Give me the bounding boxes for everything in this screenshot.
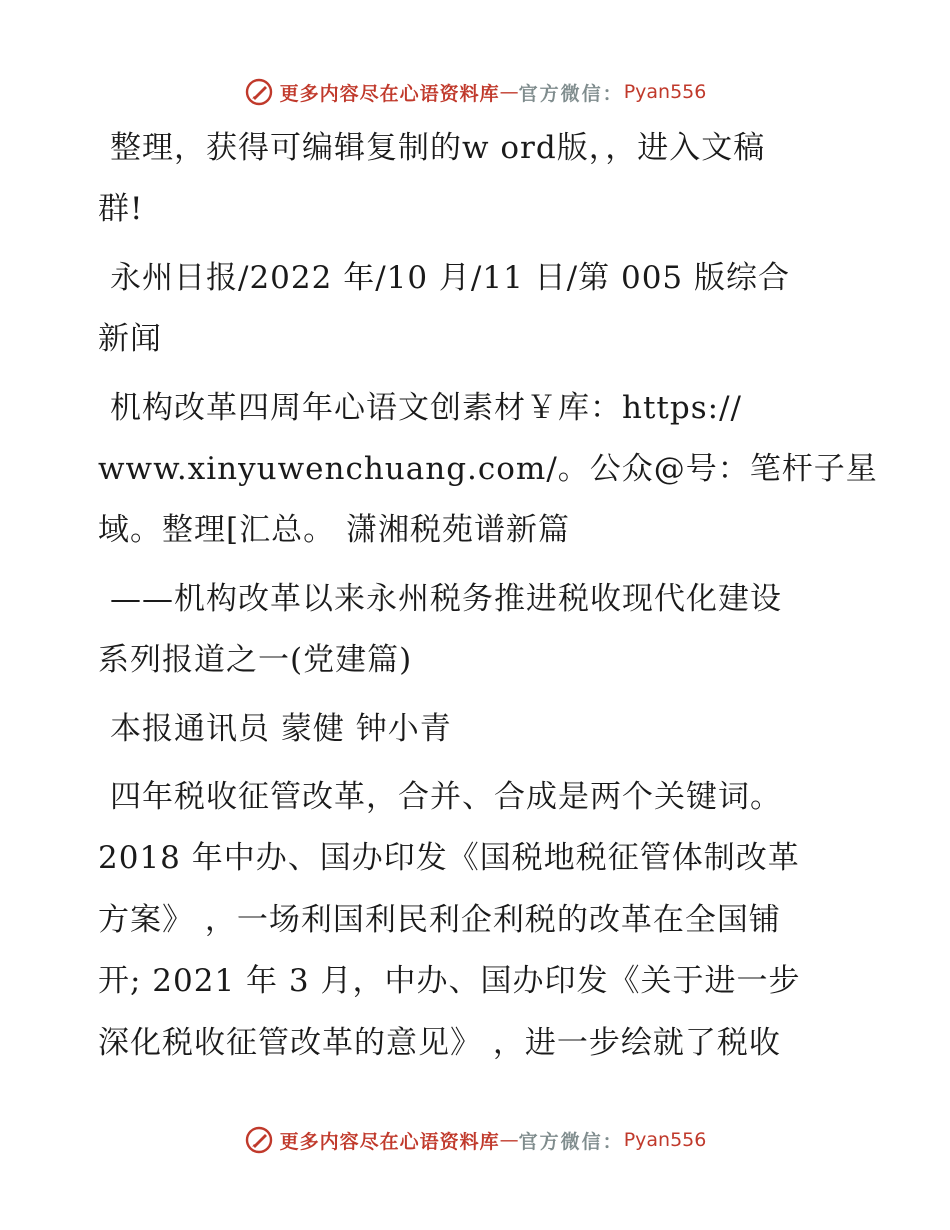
pen-logo-icon: [244, 1125, 274, 1155]
text-line: 深化税收征管改革的意见》 ，进一步绘就了税收: [98, 1024, 781, 1061]
document-body: [98, 118, 878, 1081]
text-line: 群!: [98, 191, 144, 228]
text-line: 四年税收征管改革，合并、合成是两个关键词。: [110, 779, 782, 816]
banner-dash: —: [499, 81, 519, 103]
banner-label: 官方微信：: [518, 82, 624, 105]
paragraph-title: [98, 378, 878, 562]
text-line: ——机构改革以来永州税务推进税收现代化建设: [110, 580, 782, 617]
banner-main-text: 更多内容尽在心语资料库: [279, 82, 500, 105]
text-line: 系列报道之一(党建篇): [98, 642, 413, 679]
text-line: 本报通讯员 蒙健 钟小青: [110, 710, 452, 747]
paragraph-source: [98, 248, 858, 371]
text-line: 新闻: [98, 321, 162, 358]
footer-banner: [0, 1120, 950, 1160]
paragraph-byline: [98, 699, 858, 760]
text-line: 机构改革四周年心语文创素材￥库：https://: [110, 389, 742, 426]
paragraph-intro: [98, 118, 858, 241]
paragraph-subtitle: [98, 569, 858, 692]
text-line: 域。整理[汇总。 潇湘税苑谱新篇: [98, 512, 570, 549]
text-line: 方案》 ，一场利国利民利企利税的改革在全国铺: [98, 901, 781, 938]
text-line: 整理，获得可编辑复制的w ord版，，进入文稿: [110, 130, 766, 166]
header-banner: [0, 72, 950, 112]
banner-wechat-id: Pyan556: [623, 81, 707, 103]
banner-main-text: 更多内容尽在心语资料库: [279, 1130, 500, 1153]
banner-wechat-id: Pyan556: [623, 1129, 707, 1151]
text-line: 2018 年中办、国办印发《国税地税征管体制改革: [98, 840, 800, 877]
text-line: 永州日报/2022 年/10 月/11 日/第 005 版综合: [110, 259, 791, 296]
text-line: www.xinyuwenchuang.com/。公众@号：笔杆子星: [98, 451, 878, 488]
text-line: 开; 2021 年 3 月，中办、国办印发《关于进一步: [98, 963, 801, 1000]
banner-label: 官方微信：: [518, 1130, 624, 1153]
pen-logo-icon: [244, 77, 274, 107]
banner-dash: —: [499, 1129, 519, 1151]
paragraph-body: [98, 767, 858, 1074]
